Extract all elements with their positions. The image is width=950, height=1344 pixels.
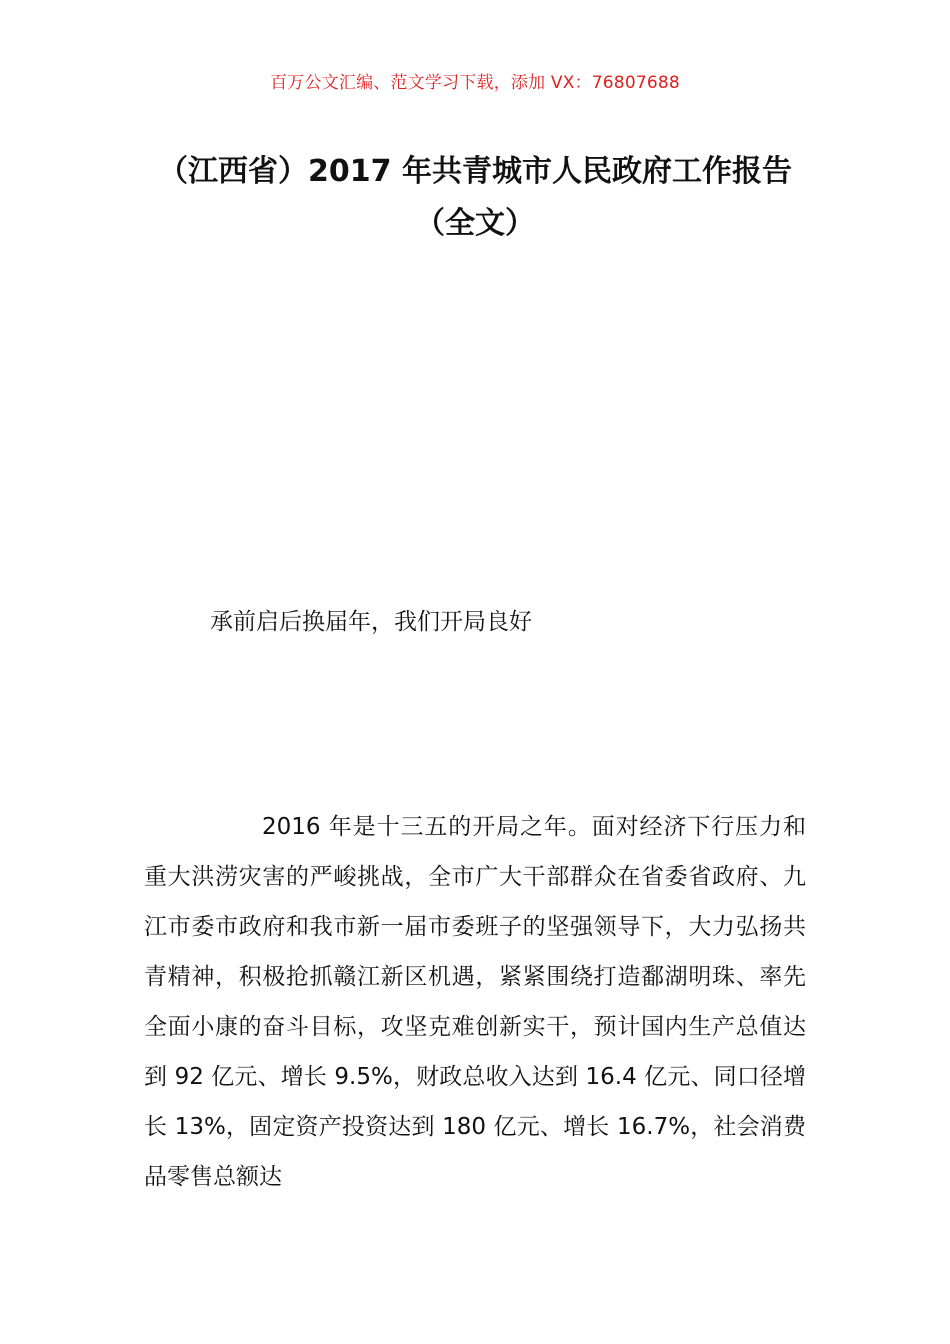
document-title: （江西省）2017 年共青城市人民政府工作报告（全文） (158, 154, 792, 241)
body-paragraph: 2016 年是十三五的开局之年。面对经济下行压力和重大洪涝灾害的严峻挑战，全市广大干部群众在省委省政府、九江市委市政府和我市新一届市委班子的坚强领导下，大力弘扬共青精神，积极抢抓赣江新区机遇，紧紧围绕打造鄱湖明珠、率先全面小康的奋斗目标，攻坚克难创新实干，预计国内生产总值达到 92 亿元、增长 9.5%，财政总收入达到 16.4 亿元、同口径增长 13%，固定资产投资达到 180 亿元、增长 16.7%，社会消费品零售总额达 (144, 814, 806, 1190)
header-watermark-note: 百万公文汇编、范文学习下载，添加 VX：76807688 (270, 73, 680, 93)
section-heading: 承前启后换届年，我们开局良好 (210, 609, 532, 635)
